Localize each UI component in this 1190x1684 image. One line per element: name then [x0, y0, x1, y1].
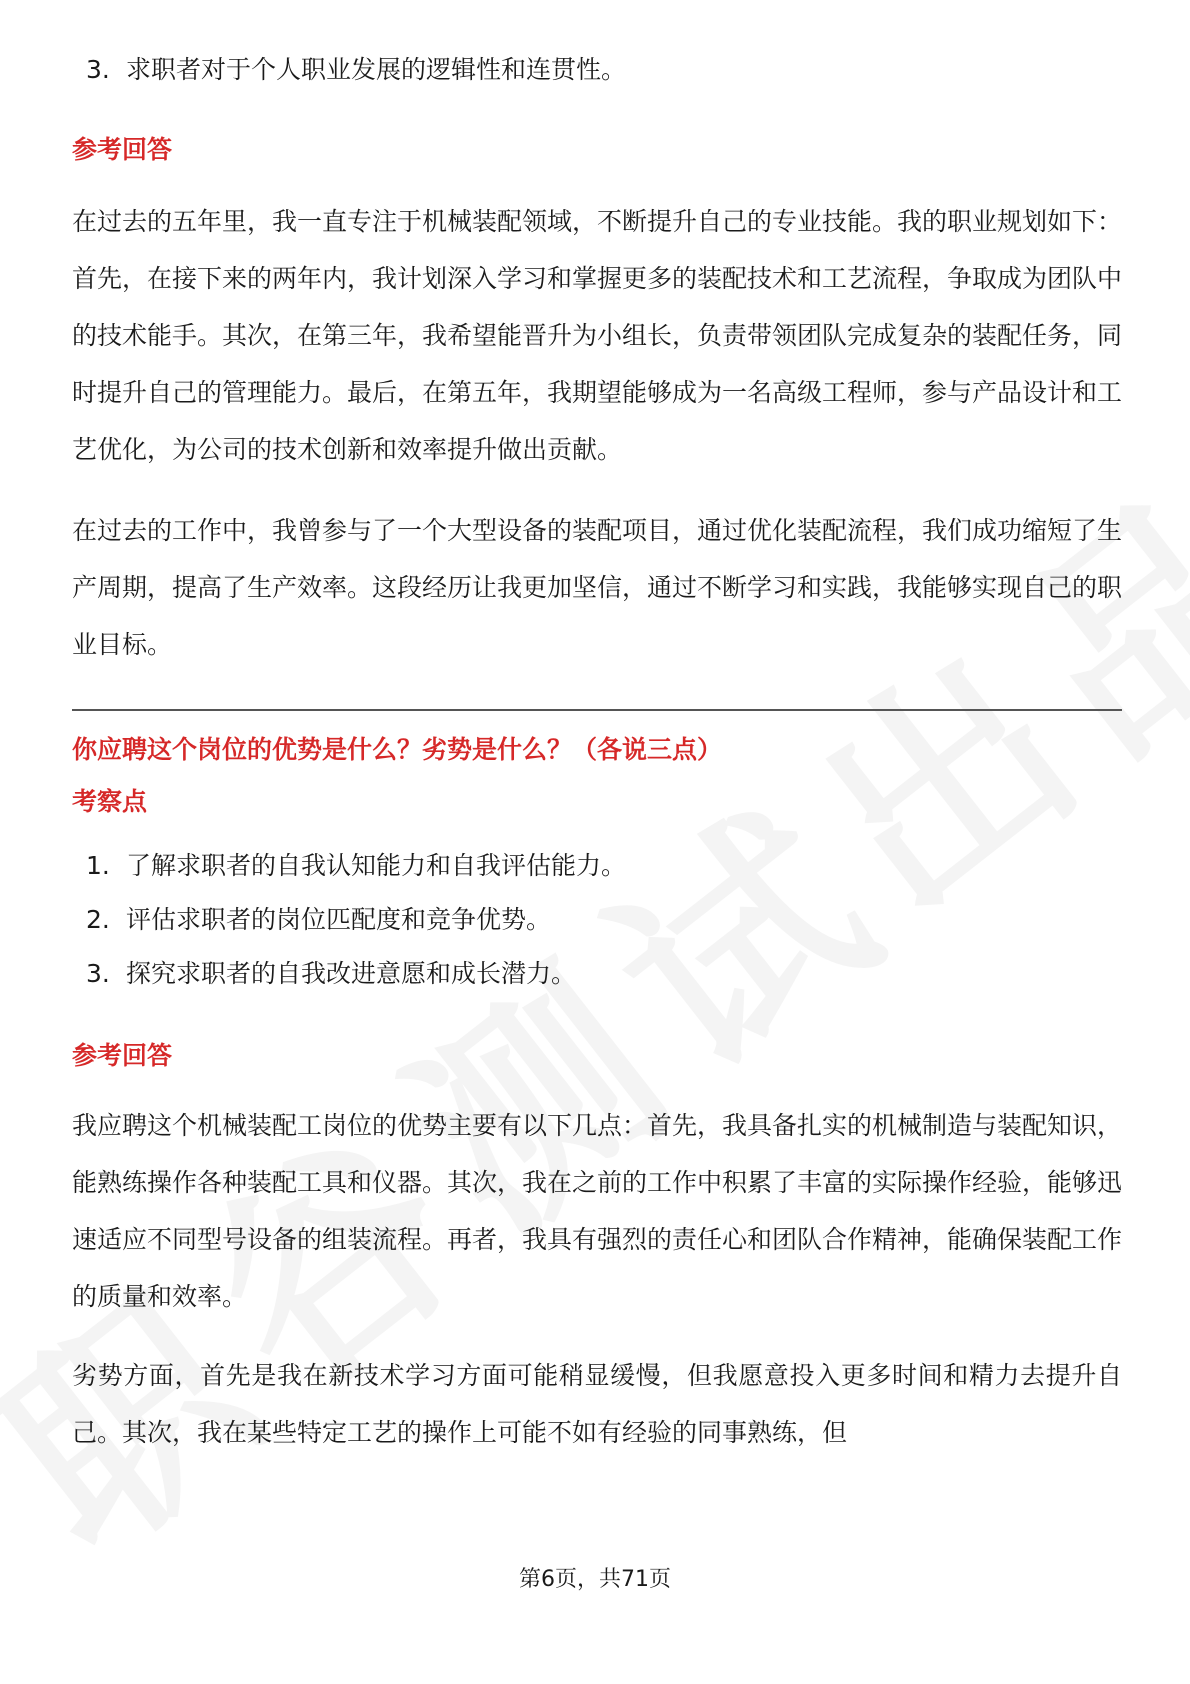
list-number: 3. [86, 55, 110, 84]
list-number: 2. [86, 905, 110, 934]
answer-paragraph: 我应聘这个机械装配工岗位的优势主要有以下几点：首先，我具备扎实的机械制造与装配知识，能熟练操作各种装配工具和仪器。其次，我在之前的工作中积累了丰富的实际操作经验，能够迅速适应不同型号设备的组装流程。再者，我具有强烈的责任心和团队合作精神，能确保装配工作的质量和效率。 [72, 1111, 1123, 1311]
points-heading: 考察点 [72, 787, 148, 816]
page-content [72, 55, 1122, 1461]
page-number: 第6页，共71页 [519, 1567, 671, 1592]
answer-paragraph: 在过去的五年里，我一直专注于机械装配领域，不断提升自己的专业技能。我的职业规划如下：首先，在接下来的两年内，我计划深入学习和掌握更多的装配技术和工艺流程，争取成为团队中的技术能手。其次，在第三年，我希望能晋升为小组长，负责带领团队完成复杂的装配任务，同时提升自己的管理能力。最后，在第五年，我期望能够成为一名高级工程师，参与产品设计和工艺优化，为公司的技术创新和效率提升做出贡献。 [72, 207, 1123, 464]
list-text: 评估求职者的岗位匹配度和竞争优势。 [126, 905, 552, 934]
list-item [86, 905, 1122, 935]
answer-heading: 参考回答 [72, 135, 173, 164]
answer-heading: 参考回答 [72, 1041, 173, 1070]
list-text: 求职者对于个人职业发展的逻辑性和连贯性。 [126, 55, 627, 84]
list-item [86, 851, 1122, 881]
list-text: 探究求职者的自我改进意愿和成长潜力。 [126, 959, 577, 988]
answer-paragraph: 在过去的工作中，我曾参与了一个大型设备的装配项目，通过优化装配流程，我们成功缩短了生产周期，提高了生产效率。这段经历让我更加坚信，通过不断学习和实践，我能够实现自己的职业目标。 [72, 516, 1123, 659]
list-item [86, 55, 1122, 85]
list-item [86, 959, 1122, 989]
question-title: 你应聘这个岗位的优势是什么？劣势是什么？（各说三点） [72, 735, 723, 764]
list-number: 3. [86, 959, 110, 988]
criteria-list-tail [72, 55, 1122, 85]
answer-paragraph: 劣势方面，首先是我在新技术学习方面可能稍显缓慢，但我愿意投入更多时间和精力去提升自己。其次，我在某些特定工艺的操作上可能不如有经验的同事熟练，但 [72, 1361, 1122, 1447]
list-number: 1. [86, 851, 110, 880]
section-divider [72, 709, 1122, 711]
points-list [72, 851, 1122, 989]
list-text: 了解求职者的自我认知能力和自我评估能力。 [126, 851, 627, 880]
